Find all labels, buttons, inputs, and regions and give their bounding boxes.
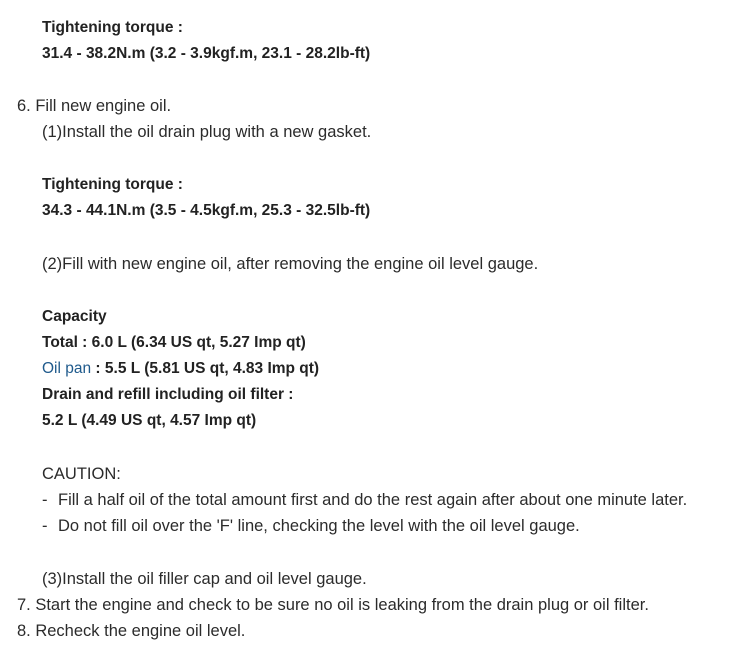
caution-item: [42, 490, 687, 510]
oil-pan-link[interactable]: Oil pan: [42, 360, 92, 377]
capacity-oil-pan-row: [42, 359, 319, 379]
torque-value-2: 34.3 - 44.1N.m (3.5 - 4.5kgf.m, 25.3 - 32.5lb-ft): [42, 202, 371, 219]
oil-pan-value: : 5.5 L (5.81 US qt, 4.83 Imp qt): [91, 360, 320, 377]
capacity-total: Total : 6.0 L (6.34 US qt, 5.27 Imp qt): [42, 334, 306, 351]
caution-item: [42, 516, 580, 536]
step-7: 7. Start the engine and check to be sure no oil is leaking from the drain plug or oil filter.: [17, 596, 649, 614]
dash-bullet: -: [42, 517, 48, 535]
caution-item-text: Do not fill oil over the 'F' line, checking the level with the oil level gauge.: [58, 517, 580, 535]
caution-heading: CAUTION:: [42, 465, 121, 483]
step-6-sub-3: (3)Install the oil filler cap and oil level gauge.: [42, 570, 367, 588]
dash-bullet: -: [42, 491, 48, 509]
step-6-sub-1: (1)Install the oil drain plug with a new gasket.: [42, 123, 372, 141]
step-6-sub-2: (2)Fill with new engine oil, after removing the engine oil level gauge.: [42, 255, 539, 273]
drain-refill-value: 5.2 L (4.49 US qt, 4.57 Imp qt): [42, 412, 257, 429]
drain-refill-label: Drain and refill including oil filter :: [42, 386, 294, 403]
torque-label: Tightening torque :: [42, 19, 183, 36]
caution-item-text: Fill a half oil of the total amount first and do the rest again after about one minute later.: [58, 491, 688, 509]
torque-value: 31.4 - 38.2N.m (3.2 - 3.9kgf.m, 23.1 - 28.2lb-ft): [42, 45, 371, 62]
step-8: 8. Recheck the engine oil level.: [17, 622, 246, 640]
torque-label-2: Tightening torque :: [42, 176, 183, 193]
step-6-title: 6. Fill new engine oil.: [17, 97, 172, 115]
capacity-heading: Capacity: [42, 308, 107, 325]
